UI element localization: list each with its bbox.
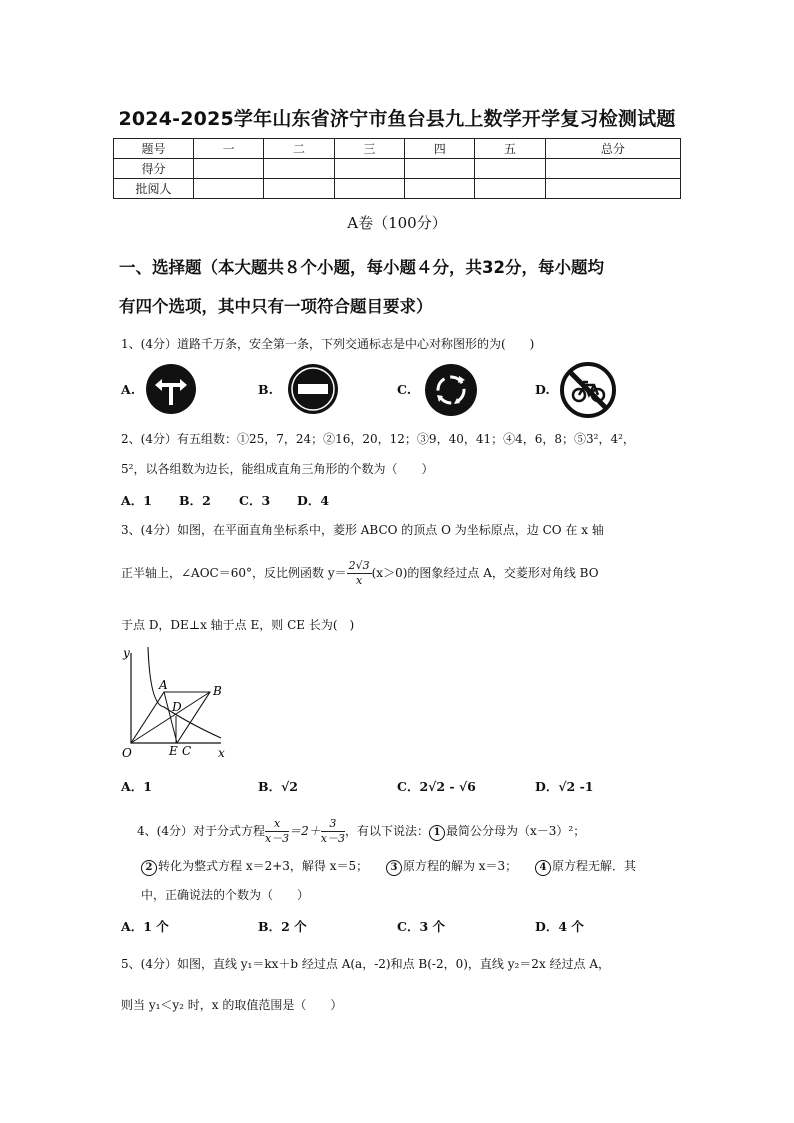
score-input-cell[interactable] <box>545 159 680 179</box>
section-title-cont: 有四个选项，其中只有一项符合题目要求） <box>119 297 433 316</box>
grader-input-cell[interactable] <box>194 179 264 199</box>
fraction <box>347 559 372 588</box>
score-input-cell[interactable] <box>264 159 334 179</box>
table-cell: 批阅人 <box>114 179 194 199</box>
table-cell: 得分 <box>114 159 194 179</box>
label-e: E <box>169 744 178 758</box>
fraction-denominator: x－3 <box>320 832 345 845</box>
fraction-denominator: x <box>356 574 363 587</box>
label-b: B <box>213 684 222 698</box>
score-input-cell[interactable] <box>334 159 404 179</box>
no-entry-sign-icon <box>287 363 339 415</box>
question-4-line3: 中，正确说法的个数为（ ） <box>141 888 310 902</box>
option-label: A. <box>121 382 136 397</box>
option-a: A．1 <box>121 493 152 508</box>
statement-1: 最简公分母为（x－3）²； <box>446 824 586 838</box>
table-row <box>114 179 681 199</box>
question-3-text: 正半轴上，∠AOC＝60°，反比例函数 y＝ <box>121 566 347 580</box>
grader-input-cell[interactable] <box>405 179 475 199</box>
label-x: x <box>218 746 225 760</box>
page-title: 2024-2025学年山东省济宁市鱼台县九上数学开学复习检测试题 <box>118 108 676 130</box>
question-4-text: 4、(4分）对于分式方程 <box>137 824 265 838</box>
statement-3: 原方程的解为 x＝3； <box>402 859 518 873</box>
statement-number-4: 4 <box>535 860 551 876</box>
grader-input-cell[interactable] <box>475 179 545 199</box>
label-y: y <box>123 646 130 660</box>
question-2-line1: 2、(4分）有五组数：①25，7，24；②16，20，12；③9，40，41；④4，6，8；⑤3²，4²， <box>121 432 635 446</box>
option-d: D．4 个 <box>535 919 584 934</box>
question-1-stem: 1、(4分）道路千万条，安全第一条，下列交通标志是中心对称图形的为( ) <box>121 337 535 351</box>
score-input-cell[interactable] <box>405 159 475 179</box>
option-b: B．√2 <box>258 779 298 794</box>
fraction-numerator: 2√3 <box>348 559 370 572</box>
no-bicycle-sign-icon <box>560 362 616 418</box>
statement-number-3: 3 <box>386 860 402 876</box>
roundabout-sign-icon <box>424 363 478 417</box>
option-d: D．√2 -1 <box>535 779 594 794</box>
question-4-text: ，有以下说法： <box>345 824 430 838</box>
statement-2: 转化为整式方程 x＝2+3，解得 x＝5； <box>158 859 369 873</box>
label-a: A <box>159 678 168 692</box>
question-2-line2: 5²，以各组数为边长，能组成直角三角形的个数为（ ） <box>121 462 434 476</box>
option-a: A．1 个 <box>121 919 169 934</box>
grader-input-cell[interactable] <box>545 179 680 199</box>
fraction <box>265 817 289 846</box>
table-cell: 二 <box>264 139 334 159</box>
statement-number-1: 1 <box>429 825 445 841</box>
label-c: C <box>182 744 192 758</box>
option-label: B. <box>258 382 273 397</box>
option-d: D．4 <box>297 493 330 508</box>
option-c: C．3 <box>239 493 271 508</box>
score-input-cell[interactable] <box>475 159 545 179</box>
question-5-line1: 5、(4分）如图，直线 y₁＝kx＋b 经过点 A(a，-2)和点 B(-2，0)，直线 y₂＝2x 经过点 A， <box>121 957 611 971</box>
option-a: A．1 <box>121 779 152 794</box>
score-input-cell[interactable] <box>194 159 264 179</box>
table-cell: 三 <box>334 139 404 159</box>
table-cell: 五 <box>475 139 545 159</box>
option-c: C．3 个 <box>397 919 445 934</box>
label-d: D <box>172 700 182 714</box>
option-label: D. <box>535 382 550 397</box>
question-3-line1: 3、(4分）如图，在平面直角坐标系中，菱形 ABCO 的顶点 O 为坐标原点，边 CO 在 x 轴 <box>121 523 604 537</box>
option-b: B．2 个 <box>258 919 307 934</box>
table-cell: 总分 <box>545 139 680 159</box>
option-c: C．2√2 - √6 <box>397 779 476 794</box>
grader-input-cell[interactable] <box>264 179 334 199</box>
fraction-numerator: x <box>265 817 289 832</box>
fraction-denominator: x－3 <box>264 832 290 845</box>
question-3-line2 <box>121 559 599 588</box>
table-cell: 题号 <box>114 139 194 159</box>
table-row <box>114 139 681 159</box>
question-4-line2 <box>141 857 636 876</box>
equation-text: ＝2＋ <box>289 824 321 838</box>
section-heading: A卷（100分） <box>347 214 447 232</box>
statement-number-2: 2 <box>141 860 157 876</box>
grader-input-cell[interactable] <box>334 179 404 199</box>
statement-4: 原方程无解．其 <box>552 859 637 873</box>
label-o: O <box>122 746 132 760</box>
fraction <box>321 817 345 846</box>
table-row <box>114 159 681 179</box>
question-5-line2: 则当 y₁＜y₂ 时，x 的取值范围是（ ） <box>121 998 343 1012</box>
option-label: C. <box>397 382 412 397</box>
table-cell: 一 <box>194 139 264 159</box>
section-title: 一、选择题（本大题共８个小题，每小题４分，共32分，每小题均 <box>119 258 604 277</box>
table-cell: 四 <box>405 139 475 159</box>
rhombus-figure <box>118 645 233 760</box>
score-table <box>113 138 681 199</box>
question-4-line1 <box>137 817 585 846</box>
question-3-line3: 于点 D，DE⊥x 轴于点 E，则 CE 长为( ) <box>121 618 355 632</box>
option-b: B．2 <box>179 493 211 508</box>
turn-left-right-sign-icon <box>145 363 197 415</box>
fraction-numerator: 3 <box>321 817 345 832</box>
question-3-text: (x＞0)的图象经过点 A，交菱形对角线 BO <box>371 566 599 580</box>
